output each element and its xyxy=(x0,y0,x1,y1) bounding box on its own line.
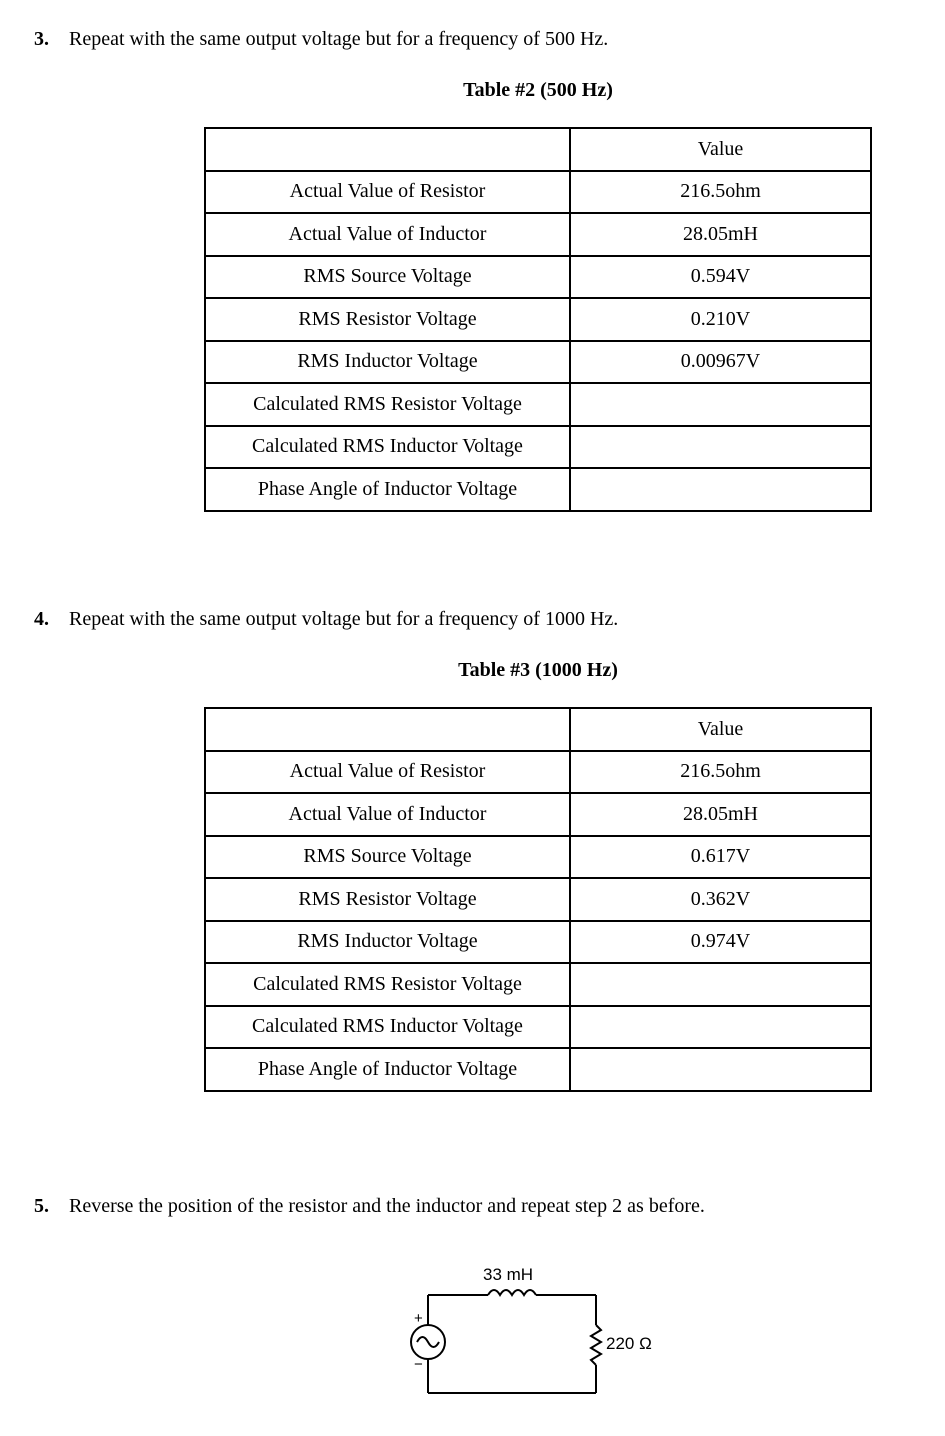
table-row xyxy=(205,383,871,426)
table-row xyxy=(205,878,871,921)
header-cell-label xyxy=(205,128,570,171)
table-2-caption: Table #2 (500 Hz) xyxy=(463,79,613,101)
row-label: RMS Resistor Voltage xyxy=(205,878,570,921)
row-value xyxy=(570,1006,871,1049)
row-label: Actual Value of Resistor xyxy=(205,171,570,214)
table-row xyxy=(205,1048,871,1091)
inductor-coil xyxy=(488,1290,536,1295)
source-minus-label: − xyxy=(414,1356,423,1373)
row-label: Actual Value of Inductor xyxy=(205,213,570,256)
header-cell-label xyxy=(205,708,570,751)
row-value: 28.05mH xyxy=(570,793,871,836)
row-value: 0.974V xyxy=(570,921,871,964)
step-4 xyxy=(34,607,618,631)
row-label: Phase Angle of Inductor Voltage xyxy=(205,468,570,511)
row-value xyxy=(570,963,871,1006)
row-value: 0.362V xyxy=(570,878,871,921)
table-header-row xyxy=(205,708,871,751)
resistor-label: 220 Ω xyxy=(606,1334,652,1353)
row-label: Calculated RMS Inductor Voltage xyxy=(205,1006,570,1049)
row-value xyxy=(570,1048,871,1091)
table-row xyxy=(205,921,871,964)
row-value: 216.5ohm xyxy=(570,171,871,214)
inductor-label: 33 mH xyxy=(483,1265,534,1284)
step-text: Repeat with the same output voltage but for a frequency of 1000 Hz. xyxy=(69,608,619,630)
row-label: Calculated RMS Resistor Voltage xyxy=(205,963,570,1006)
row-label: RMS Inductor Voltage xyxy=(205,341,570,384)
table-3-caption: Table #3 (1000 Hz) xyxy=(458,659,618,681)
row-value: 0.617V xyxy=(570,836,871,879)
step-number: 5. xyxy=(34,1195,49,1217)
row-value xyxy=(570,468,871,511)
circuit-diagram xyxy=(390,1255,690,1405)
table-row xyxy=(205,963,871,1006)
row-value: 0.00967V xyxy=(570,341,871,384)
row-label: RMS Inductor Voltage xyxy=(205,921,570,964)
sine-wave-icon xyxy=(417,1337,439,1347)
step-text: Reverse the position of the resistor and the inductor and repeat step 2 as before. xyxy=(69,1195,705,1217)
table-row xyxy=(205,298,871,341)
step-number: 3. xyxy=(34,28,49,50)
row-label: Calculated RMS Resistor Voltage xyxy=(205,383,570,426)
step-3 xyxy=(34,27,608,51)
table-row xyxy=(205,836,871,879)
row-label: Calculated RMS Inductor Voltage xyxy=(205,426,570,469)
row-label: RMS Resistor Voltage xyxy=(205,298,570,341)
table-header-row xyxy=(205,128,871,171)
resistor-zigzag xyxy=(591,1325,601,1365)
source-plus-label: + xyxy=(414,1310,423,1327)
header-cell-value: Value xyxy=(570,128,871,171)
step-text: Repeat with the same output voltage but for a frequency of 500 Hz. xyxy=(69,28,609,50)
table-3 xyxy=(204,707,872,1092)
table-2 xyxy=(204,127,872,512)
row-value xyxy=(570,383,871,426)
row-value: 28.05mH xyxy=(570,213,871,256)
table-row xyxy=(205,426,871,469)
row-label: Actual Value of Inductor xyxy=(205,793,570,836)
row-value: 0.594V xyxy=(570,256,871,299)
row-label: RMS Source Voltage xyxy=(205,256,570,299)
table-row xyxy=(205,1006,871,1049)
row-value xyxy=(570,426,871,469)
table-row xyxy=(205,256,871,299)
row-label: Actual Value of Resistor xyxy=(205,751,570,794)
table-row xyxy=(205,341,871,384)
row-value: 0.210V xyxy=(570,298,871,341)
header-cell-value: Value xyxy=(570,708,871,751)
row-value: 216.5ohm xyxy=(570,751,871,794)
row-label: RMS Source Voltage xyxy=(205,836,570,879)
step-number: 4. xyxy=(34,608,49,630)
table-row xyxy=(205,751,871,794)
table-row xyxy=(205,468,871,511)
row-label: Phase Angle of Inductor Voltage xyxy=(205,1048,570,1091)
table-row xyxy=(205,171,871,214)
table-row xyxy=(205,793,871,836)
step-5 xyxy=(34,1194,705,1218)
table-row xyxy=(205,213,871,256)
